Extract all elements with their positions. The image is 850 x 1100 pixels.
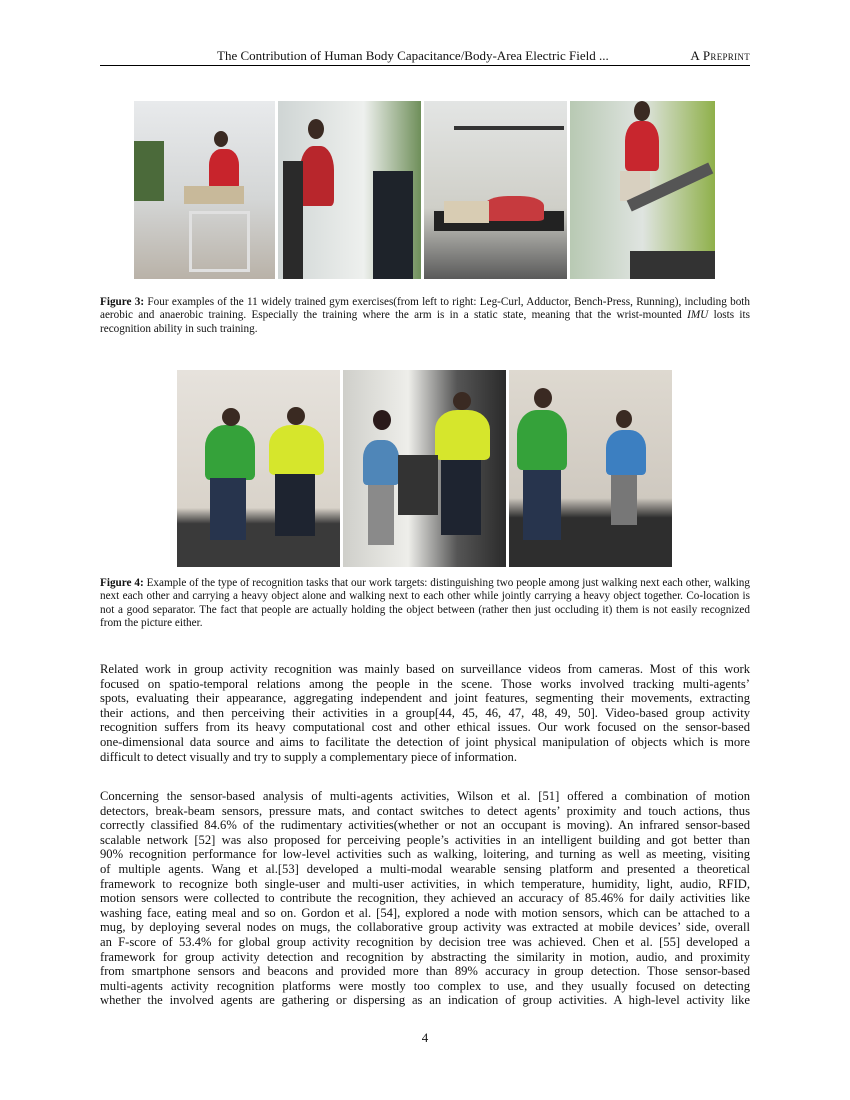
figure-3-adductor-photo xyxy=(278,101,421,279)
body-paragraph-2 xyxy=(100,789,750,1008)
text-line: correctly classified 84.6% of the rudimentary activities(whether or not an occupant is moving). An infrared sensor-based xyxy=(100,818,750,833)
text-line: spots, evaluating their appearance, aggregating independent and joint features, segmenting their movements, extracting xyxy=(100,691,750,706)
text-line: of multiple agents. Wang et al.[53] developed a multi-modal wearable sensing platform and presented a theoretical xyxy=(100,861,750,876)
text-line: motion sensors were collected to contribute the recognition, they achieved an accuracy of 85.46% for daily activities like xyxy=(100,891,750,906)
figure-3-label: Figure 3: xyxy=(100,296,145,308)
text-line: multi-agents activity recognition platforms were mostly too complex to use, and they usually focused on detecting xyxy=(100,978,750,993)
figure-4-label: Figure 4: xyxy=(100,577,144,589)
figure-3-running-photo xyxy=(570,101,715,279)
text-line: Related work in group activity recognition was mainly based on surveillance videos from cameras. Most of this work xyxy=(100,662,750,676)
text-line: scalable network [52] was also proposed for perceiving people’s activities in an intelligent building and got better than xyxy=(100,832,750,847)
text-line: framework to recognize both single-user and multi-user activities, in which temperature, humidity, light, audio, RFID, xyxy=(100,876,750,891)
body-paragraph-1 xyxy=(100,662,750,764)
figure-3-leg-curl-photo xyxy=(134,101,275,279)
text-line: recognition suffers from its heavy computational cost and other ethical issues. Our work focused on the sensor-based xyxy=(100,720,750,735)
figure-3-images xyxy=(134,101,715,279)
text-line: whether the involved agents are gathering or dispersing as an indication of group activities. A high-level activity like xyxy=(100,993,750,1008)
figure-3-caption-text-end: losts its recognition ability in such training. xyxy=(100,309,750,335)
text-line: from smartphone sensors and beacons and provided more than 89% accuracy in group detection. Those sensor-based xyxy=(100,964,750,979)
figure-4-caption-text: Example of the type of recognition tasks that our work targets: distinguishing two people among just walking next each other, walking next each other and carrying a heavy object alone and walking next to each other while jointly carrying a heavy object together. Co-location is not a good separator. The fact that people are actually holding the object between (rather then just occluding it) them is not easily recognized from the picture either. xyxy=(100,577,750,630)
figure-4-jointly-carrying-photo xyxy=(509,370,672,567)
figure-3-caption-imu: IMU xyxy=(687,309,709,322)
text-line: mug, by deploying several nodes on mugs, the collaborative group activity was extracted at mobile devices’ side, overall xyxy=(100,920,750,935)
text-line: 90% recognition performance for low-level activities such as walking, loitering, and turning as well as meeting, visiting xyxy=(100,847,750,862)
text-line: an F-score of 53.4% for global group activity recognition by decision tree was achieved. Chen et al. [55] developed a xyxy=(100,934,750,949)
figure-4-caption xyxy=(100,577,750,631)
text-line: difficult to detect visually and try to supply a complementary piece of information. xyxy=(100,749,517,764)
figure-3-caption-text: Four examples of the 11 widely trained gym exercises(from left to right: Leg-Curl, Adductor, Bench-Press, Running), including both aerobic and anaerobic training. Especially the training where the arm is in a static state, meaning that the wrist-mounted xyxy=(100,296,750,322)
running-header xyxy=(100,47,750,66)
text-line: focused on spatio-temporal relations among the people in the scene. Those works involved tracking multi-agents’ xyxy=(100,676,750,691)
figure-3-bench-press-photo xyxy=(424,101,567,279)
text-line: their actions, and then perceiving their activities in a group[44, 45, 46, 47, 48, 49, 50]. Video-based group activity xyxy=(100,705,750,720)
text-line: detectors, break-beam sensors, pressure mats, and contact switches to detect agents’ proximity and touch actions, thus xyxy=(100,803,750,818)
figure-4-walking-photo xyxy=(177,370,340,567)
text-line: Concerning the sensor-based analysis of multi-agents activities, Wilson et al. [51] offered a combination of motion xyxy=(100,789,750,803)
figure-4-carrying-alone-photo xyxy=(343,370,506,567)
text-line: one-dimensional data source and aims to facilitate the detection of joint physical manipulation of objects which is more xyxy=(100,734,750,749)
figure-4-images xyxy=(177,370,672,567)
text-line: washing face, eating meal and so on. Gordon et al. [54], explored a node with motion sensors, which can be attached to a xyxy=(100,905,750,920)
figure-3-caption xyxy=(100,296,750,336)
header-preprint-tag: A Preprint xyxy=(690,48,750,63)
text-line: framework for group activity detection and recognition by abstracting the similarity in motion, audio, and proximity xyxy=(100,949,750,964)
page-number: 4 xyxy=(421,1030,429,1045)
header-title: The Contribution of Human Body Capacitance/Body-Area Electric Field ... xyxy=(217,48,609,63)
